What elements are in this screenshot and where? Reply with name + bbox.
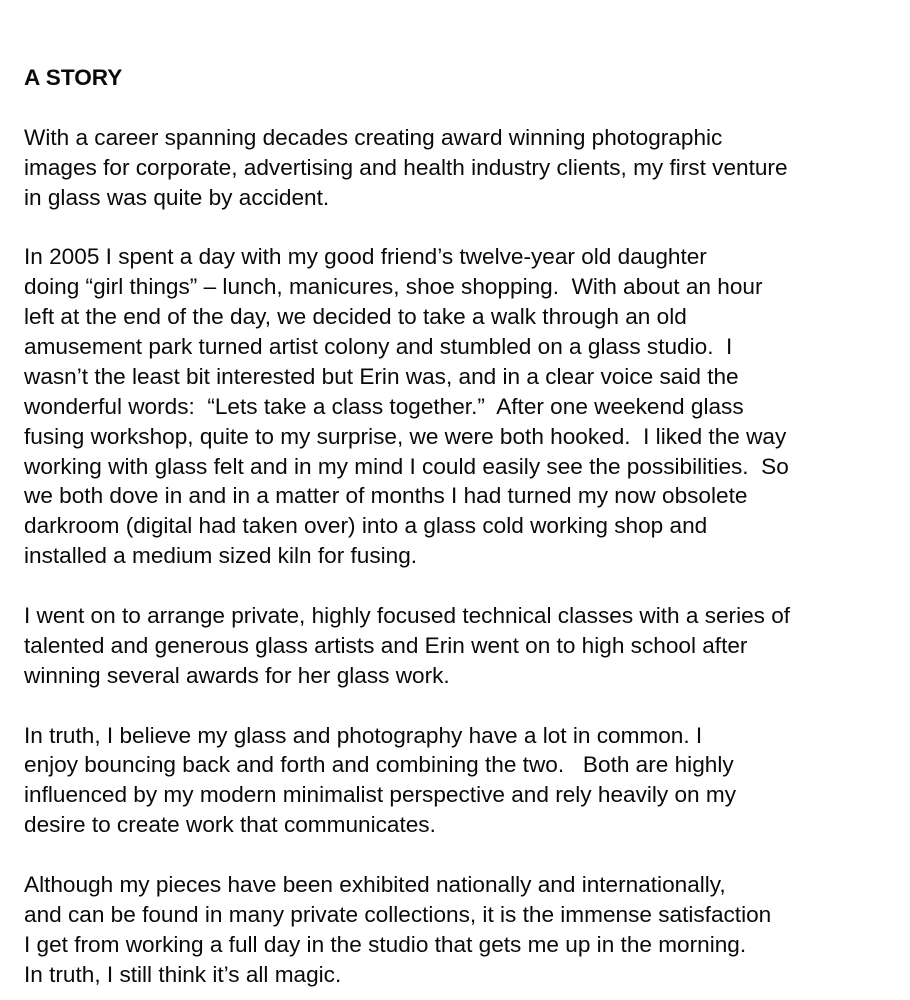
text-line: With a career spanning decades creating award winning photographic	[24, 124, 723, 150]
text-line: images for corporate, advertising and health industry clients, my first venture	[24, 154, 788, 180]
text-line: working with glass felt and in my mind I could easily see the possibilities. So	[24, 453, 789, 479]
paragraph-career-intro	[24, 123, 904, 213]
text-line: talented and generous glass artists and Erin went on to high school after	[24, 632, 748, 658]
text-line: darkroom (digital had taken over) into a glass cold working shop and	[24, 513, 708, 539]
paragraph-closing	[24, 870, 904, 990]
text-line: In 2005 I spent a day with my good friend’s twelve-year old daughter	[24, 244, 707, 270]
text-line: influenced by my modern minimalist perspective and rely heavily on my	[24, 782, 737, 808]
paragraph-technical-classes	[24, 601, 904, 691]
text-line: I get from working a full day in the studio that gets me up in the morning.	[24, 931, 747, 957]
page-title: A STORY	[24, 65, 123, 90]
text-line: left at the end of the day, we decided to take a walk through an old	[24, 304, 687, 330]
text-line: fusing workshop, quite to my surprise, we were both hooked. I liked the way	[24, 423, 787, 449]
story-document	[24, 63, 904, 990]
text-line: desire to create work that communicates.	[24, 812, 436, 838]
text-line: doing “girl things” – lunch, manicures, shoe shopping. With about an hour	[24, 274, 763, 300]
text-line: amusement park turned artist colony and stumbled on a glass studio. I	[24, 334, 733, 360]
text-line: Although my pieces have been exhibited nationally and internationally,	[24, 872, 726, 898]
text-line: and can be found in many private collections, it is the immense satisfaction	[24, 901, 772, 927]
text-line: installed a medium sized kiln for fusing.	[24, 543, 418, 569]
text-line: wasn’t the least bit interested but Erin was, and in a clear voice said the	[24, 363, 739, 389]
text-line: In truth, I believe my glass and photography have a lot in common. I	[24, 722, 703, 748]
paragraph-first-glass-class	[24, 242, 904, 571]
text-line: winning several awards for her glass work.	[24, 662, 450, 688]
text-line: In truth, I still think it’s all magic.	[24, 961, 342, 987]
paragraph-glass-and-photography	[24, 721, 904, 841]
text-line: I went on to arrange private, highly focused technical classes with a series of	[24, 603, 791, 629]
text-line: wonderful words: “Lets take a class together.” After one weekend glass	[24, 393, 744, 419]
text-line: in glass was quite by accident.	[24, 184, 330, 210]
text-line: enjoy bouncing back and forth and combining the two. Both are highly	[24, 752, 734, 778]
text-line: we both dove in and in a matter of months I had turned my now obsolete	[24, 483, 748, 509]
